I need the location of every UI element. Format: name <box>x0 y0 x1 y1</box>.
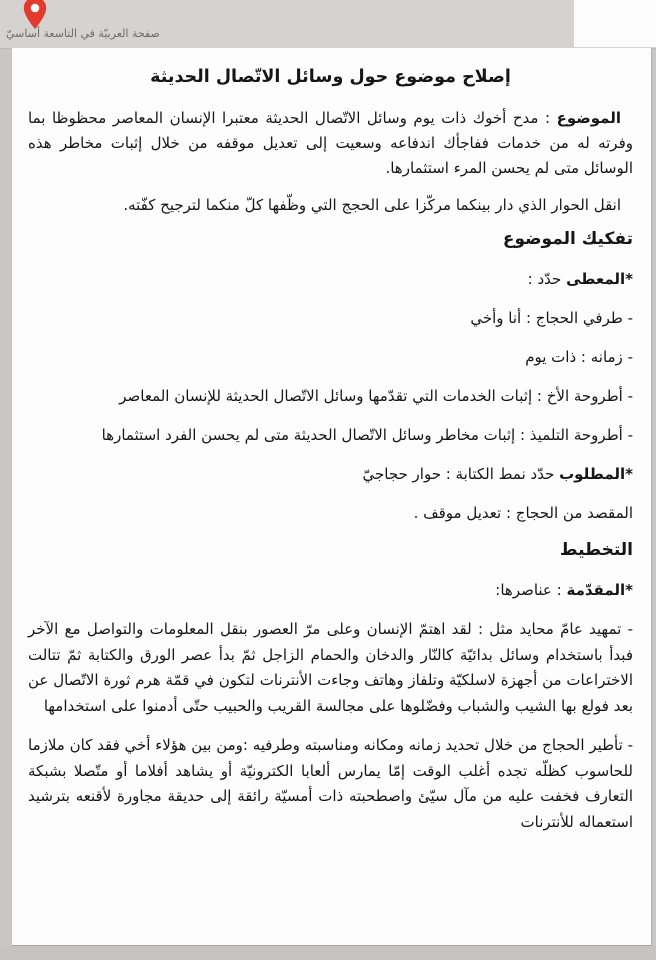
site-label: صفحة العربيّة في التاسعة أساسيّ <box>6 27 160 40</box>
section-heading-analysis: تفكيك الموضوع <box>502 229 633 250</box>
analysis-item-label: *المطلوب <box>559 465 633 484</box>
document-title: إصلاح موضوع حول وسائل الاتّصال الحديثة <box>150 67 511 87</box>
analysis-item-text: - طرفي الحجاج : أنا وأخي <box>470 309 633 328</box>
plan-intro-label: *المقدّمة <box>566 581 633 600</box>
analysis-item-text: - أطروحة التلميذ : إثبات مخاطر وسائل الاتّصال الحديثة متى لم يحسن الفرد استثمارها <box>101 426 633 445</box>
section-heading-plan: التخطيط <box>559 540 633 561</box>
analysis-item <box>28 462 633 486</box>
bottom-strip <box>0 946 656 960</box>
top-bar <box>0 0 656 49</box>
subject-paragraph <box>28 106 633 180</box>
location-pin-icon <box>22 0 48 29</box>
plan-intro-text: : عناصرها: <box>495 581 567 600</box>
analysis-item <box>28 267 633 291</box>
analysis-item-text: - أطروحة الأخ : إثبات الخدمات التي تقدّمها وسائل الاتّصال الحديثة للإنسان المعاصر <box>119 387 633 406</box>
page-top-corner <box>574 0 656 47</box>
analysis-item-label: *المعطى <box>566 270 633 289</box>
subject-text: : مدح أخوك ذات يوم وسائل الاتّصال الحديثة معتبرا الإنسان المعاصر محظوظا بما وفرته له من خدمات ففاجأك اندفاعه وسعيت إلى تعديل موقفه من خلال إثبات مخاطر هذه الوسائل متى لم يحسن المرء استثمارها. <box>28 109 633 177</box>
instruction-paragraph: انقل الحوار الذي دار بينكما مركّزا على الحجج التي وظّفها كلّ منكما لترجيح كفّته. <box>123 195 621 214</box>
plan-paragraph: - تمهيد عامّ محايد مثل : لقد اهتمّ الإنسان وعلى مرّ العصور بنقل المعلومات والتواصل مع الآخر فبدأ باستخدام وسائل بدائيّة كالنّار والدخان والحمام الزاجل ثمّ بدأ عصر الورق والكتابة ثمّ تتالت الاختراعات من أجهزة لاسلكيّة وتلفاز وهاتف وجاءت الأنترنات لتكون في قمّة هرم ثورة الاتّصال عن بعد فولع بها الشيب والشباب وفضّلوها على مجالسة القريب والحبيب حتّى أدمنوا على استخدامها <box>28 620 633 715</box>
analysis-item <box>28 423 633 447</box>
analysis-item-text: حدّد نمط الكتابة : حوار حجاجيّ <box>362 465 560 484</box>
analysis-item-text: المقصد من الحجاج : تعديل موقف . <box>413 504 633 523</box>
analysis-item <box>28 384 633 408</box>
analysis-item <box>28 345 633 369</box>
analysis-item-text: - زمانه : ذات يوم <box>525 348 633 367</box>
plan-paragraph: - تأطير الحجاج من خلال تحديد زمانه ومكانه ومناسبته وطرفيه :ومن بين هؤلاء أخي فقد كان ملازما للحاسوب كظلّه تجده أغلب الوقت إمّا يمارس ألعابا الكترونيّة أو يشاهد أفلاما أو متّصلا بشبكة التعارف فخفت عليه من مآل سيّئ واصطحبته ذات أمسيّة رائقة إلى حديقة مجاورة لأقنعه بترشيد استعماله للأنترنات <box>28 736 633 831</box>
plan-intro-item <box>28 578 633 602</box>
subject-label: الموضوع <box>556 109 621 128</box>
analysis-item <box>28 501 633 525</box>
analysis-item-text: حدّد : <box>527 270 567 289</box>
document-page <box>12 48 652 946</box>
analysis-item <box>28 306 633 330</box>
